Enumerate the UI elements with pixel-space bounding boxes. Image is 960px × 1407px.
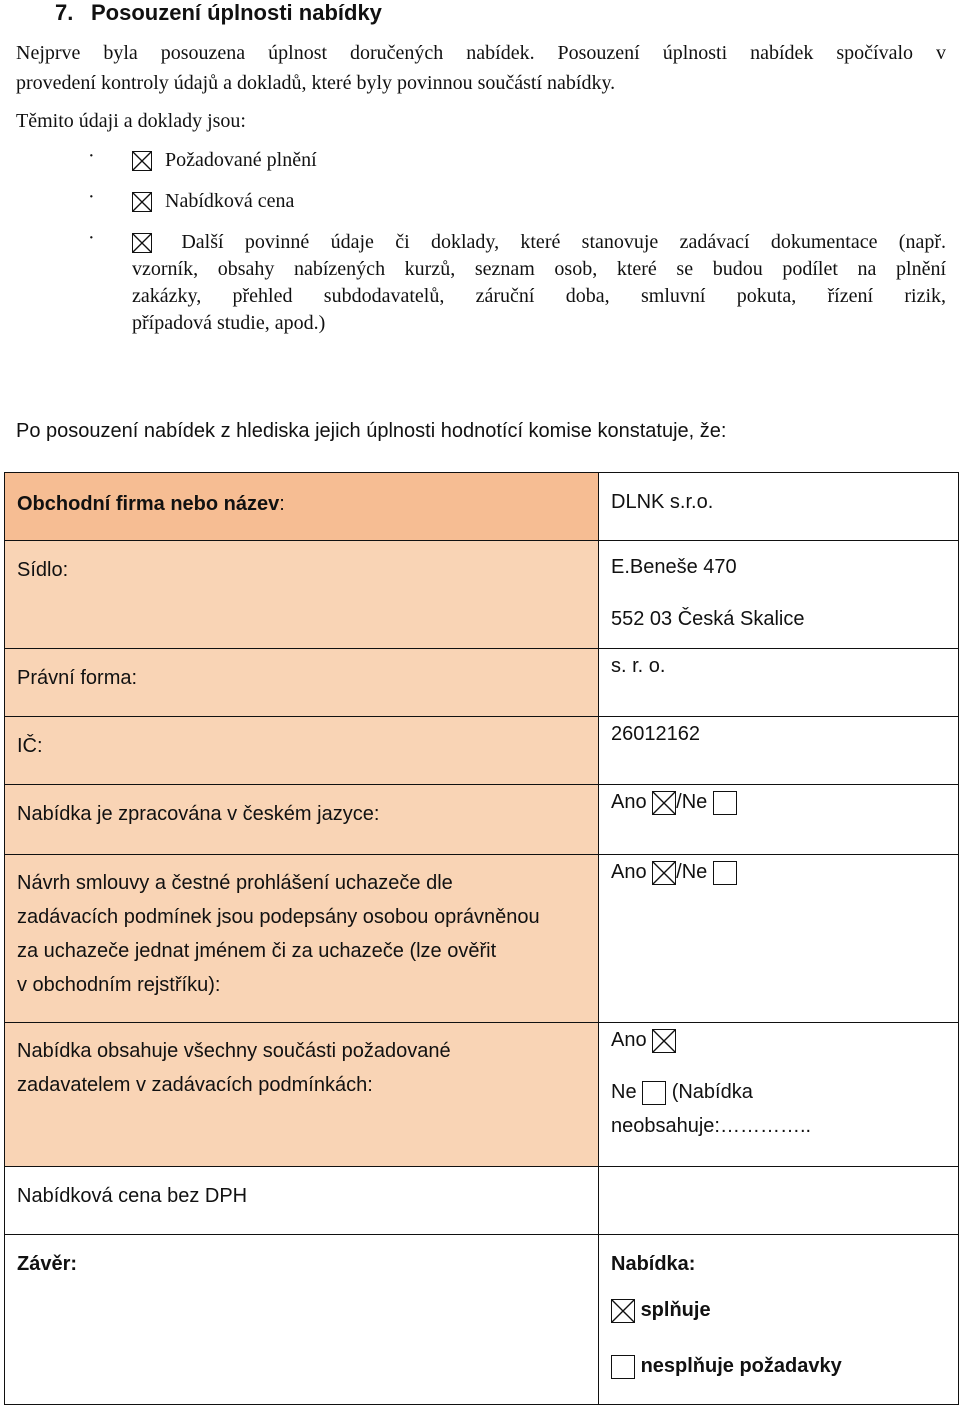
conclusion-label xyxy=(5,1235,599,1405)
list-item xyxy=(132,147,317,173)
no-label: Ne xyxy=(611,1081,637,1103)
no-label: /Ne xyxy=(676,791,708,813)
legal-form-value: s. r. o. xyxy=(599,649,959,717)
section-number: 7. xyxy=(55,0,74,25)
checked-checkbox-icon[interactable] xyxy=(132,192,152,212)
yes-label: Ano xyxy=(611,861,647,883)
contract-value-cell xyxy=(599,855,959,1023)
intro-paragraph xyxy=(16,38,946,98)
bullet-dot: · xyxy=(88,227,95,249)
legal-form-label: Právní forma: xyxy=(5,649,599,717)
completeness-label-cell xyxy=(5,1023,599,1167)
conclusion-value-cell xyxy=(599,1235,959,1405)
list-title: Těmito údaji a doklady jsou: xyxy=(16,110,246,132)
contract-label-line: Návrh smlouvy a čestné prohlášení uchazeče dle xyxy=(17,872,453,894)
contract-label-line: v obchodním rejstříku): xyxy=(17,974,221,996)
no-empty-checkbox-icon[interactable] xyxy=(713,861,737,885)
checked-checkbox-icon[interactable] xyxy=(132,151,152,171)
seat-street: E.Beneše 470 xyxy=(611,556,737,578)
not-meets-label: nesplňuje požadavky xyxy=(640,1355,842,1377)
intro-line-1: Nejprve byla posouzena úplnost doručených nabídek. Posouzení úplnosti nabídek spočívalo v xyxy=(16,42,946,64)
seat-city: 552 03 Česká Skalice xyxy=(611,608,805,630)
seat-label: Sídlo: xyxy=(5,541,599,649)
yes-label: Ano xyxy=(611,791,647,813)
yes-checked-checkbox-icon[interactable] xyxy=(652,791,676,815)
not-meets-empty-checkbox-icon[interactable] xyxy=(611,1355,635,1379)
list-item-label: Požadované plnění xyxy=(165,149,317,171)
ic-label: IČ: xyxy=(5,717,599,785)
ic-value: 26012162 xyxy=(599,717,959,785)
completeness-label-line: Nabídka obsahuje všechny součásti požadované xyxy=(17,1040,451,1062)
yes-checked-checkbox-icon[interactable] xyxy=(652,1029,676,1053)
firm-label: Obchodní firma nebo název xyxy=(17,493,280,515)
no-label: /Ne xyxy=(676,861,708,883)
meets-label: splňuje xyxy=(640,1299,711,1321)
statement: Po posouzení nabídek z hlediska jejich úplnosti hodnotící komise konstatuje, že: xyxy=(16,420,727,442)
contract-label-cell xyxy=(5,855,599,1023)
list-item-label: Další povinné údaje či doklady, které stanovuje zadávací dokumentace (např. xyxy=(181,231,946,253)
price-value xyxy=(599,1167,959,1235)
no-empty-checkbox-icon[interactable] xyxy=(713,791,737,815)
list-item-continuation: zakázky, přehled subdodavatelů, záruční doba, smluvní pokuta, řízení rizik, xyxy=(132,285,946,307)
contract-label-line: zadávacích podmínek jsou podepsány osobou oprávněnou xyxy=(17,906,540,928)
list-item xyxy=(132,188,294,214)
missing-note: (Nabídka xyxy=(671,1081,753,1103)
no-empty-checkbox-icon[interactable] xyxy=(642,1081,666,1105)
firm-label-cell xyxy=(5,473,599,541)
section-title: Posouzení úplnosti nabídky xyxy=(91,0,382,25)
missing-note-cont: neobsahuje:………….. xyxy=(611,1115,812,1137)
list-item-continuation: vzorník, obsahy nabízených kurzů, seznam osob, které se budou podílet na plnění xyxy=(132,258,946,280)
offer-label: Nabídka: xyxy=(611,1253,696,1275)
completeness-label-line: zadavatelem v zadávacích podmínkách: xyxy=(17,1074,373,1096)
contract-label-line: za uchazeče jednat jménem či za uchazeče (lze ověřit xyxy=(17,940,497,962)
bullet-dot: · xyxy=(88,145,95,167)
seat-value-cell xyxy=(599,541,959,649)
section-heading xyxy=(55,0,382,26)
firm-label-colon: : xyxy=(279,493,285,515)
completeness-value-cell xyxy=(599,1023,959,1167)
intro-line-2: provedení kontroly údajů a dokladů, které byly povinnou součástí nabídky. xyxy=(16,72,616,94)
offer-evaluation-table xyxy=(4,472,959,1405)
language-label: Nabídka je zpracována v českém jazyce: xyxy=(5,785,599,855)
bullet-dot: · xyxy=(88,186,95,208)
firm-value: DLNK s.r.o. xyxy=(599,473,959,541)
list-item-label: Nabídková cena xyxy=(165,190,295,212)
language-value-cell xyxy=(599,785,959,855)
conclusion-label-text: Závěr: xyxy=(17,1253,78,1275)
list-item xyxy=(132,229,946,337)
checked-checkbox-icon[interactable] xyxy=(132,233,152,253)
yes-label: Ano xyxy=(611,1029,647,1051)
list-item-continuation: případová studie, apod.) xyxy=(132,312,326,334)
yes-checked-checkbox-icon[interactable] xyxy=(652,861,676,885)
price-label: Nabídková cena bez DPH xyxy=(5,1167,599,1235)
meets-checked-checkbox-icon[interactable] xyxy=(611,1299,635,1323)
